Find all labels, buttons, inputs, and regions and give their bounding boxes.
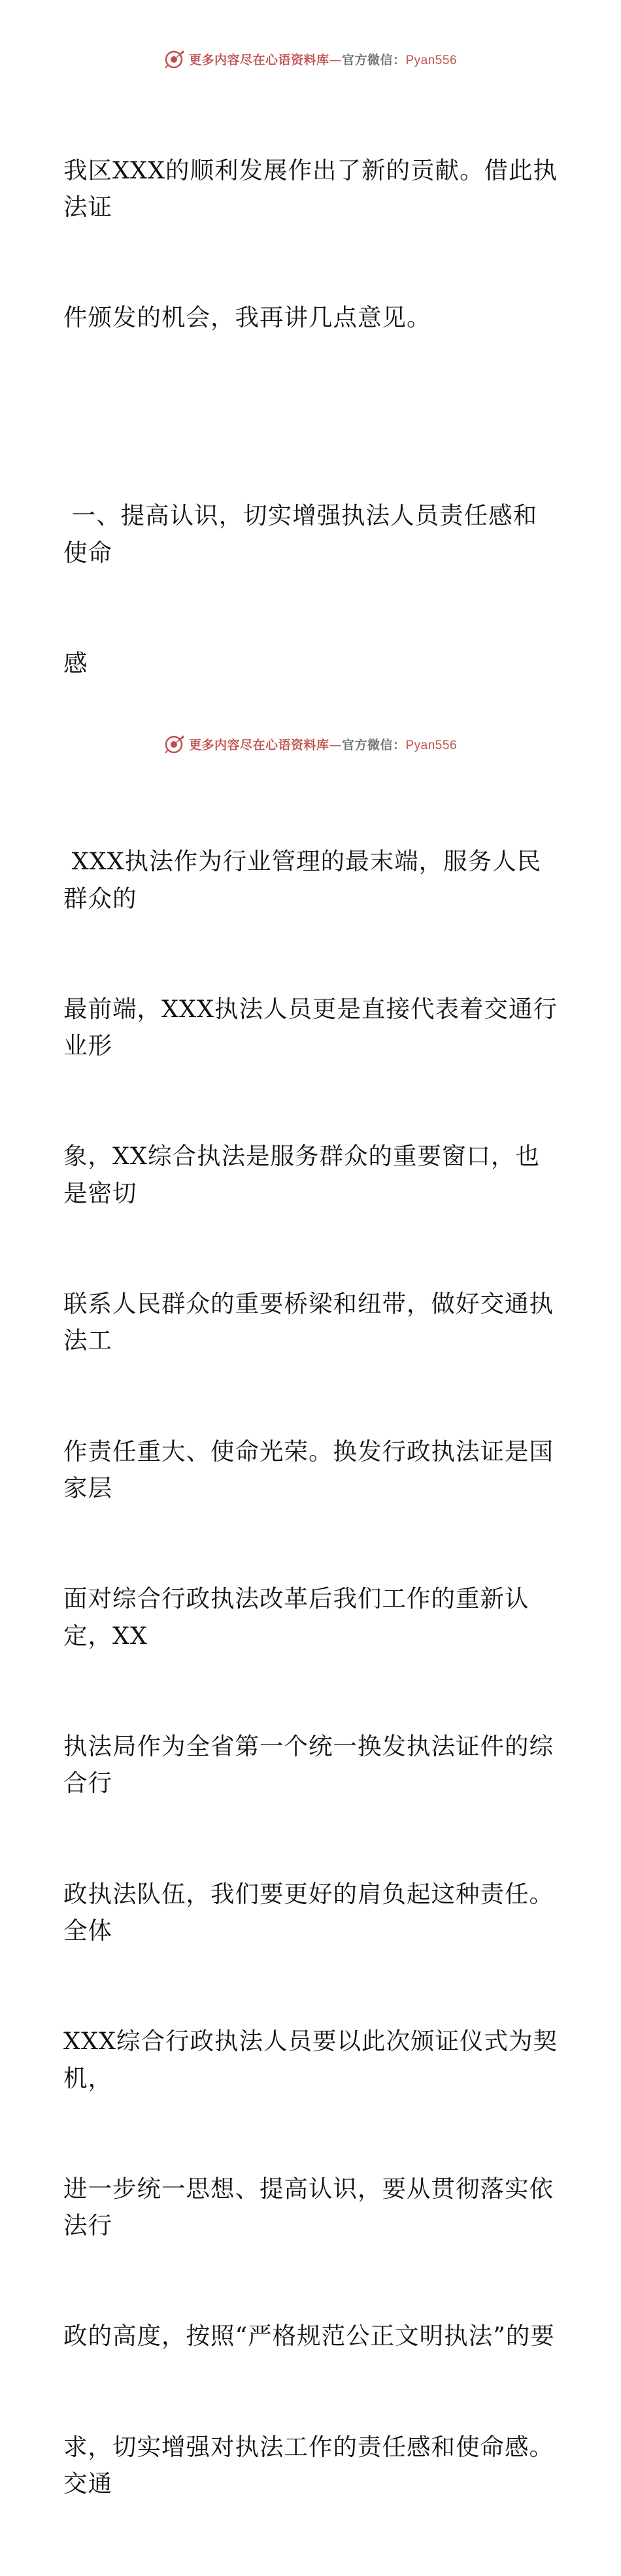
watermark-wechat-id: Pyan556: [405, 738, 458, 752]
text-line: 件颁发的机会，我再讲几点意见。: [63, 303, 431, 332]
text-line: 我区XXX的顺利发展作出了新的贡献。借此执法证: [63, 156, 558, 222]
text-line: XXX执法作为行业管理的最末端，服务人民群众的: [63, 847, 542, 912]
text-line: 面对综合行政执法改革后我们工作的重新认定，XX: [63, 1584, 529, 1650]
text-line: 象，XX综合执法是服务群众的重要窗口，也是密切: [63, 1142, 540, 1207]
text-line: 一、提高认识，切实增强执法人员责任感和使命: [63, 501, 538, 567]
text-line: 最前端，XXX执法人员更是直接代表着交通行业形: [63, 994, 558, 1060]
section-heading: [63, 424, 560, 756]
intro-paragraph: [63, 78, 560, 410]
watermark-label: 官方微信：: [341, 52, 406, 67]
footer-watermark: [0, 731, 621, 757]
text-line: 联系人民群众的重要桥梁和纽带，做好交通执法工: [63, 1290, 554, 1355]
text-line: 政执法队伍，我们要更好的肩负起这种责任。全体: [63, 1879, 554, 1945]
body-paragraph: [63, 769, 560, 2576]
quill-logo-icon: [164, 733, 186, 755]
watermark-separator: —: [329, 737, 342, 752]
watermark-main-text: 更多内容尽在心语资料库: [188, 737, 329, 752]
text-line: XXX综合行政执法人员要以此次颁证仪式为契机，: [63, 2027, 558, 2092]
text-line: 政的高度，按照“严格规范公正文明执法”的要: [63, 2322, 555, 2350]
quill-logo-icon: [164, 48, 186, 70]
document-body: [63, 78, 560, 2576]
text-line: 感: [63, 649, 88, 678]
text-line: 求，切实增强对执法工作的责任感和使命感。交通: [63, 2432, 554, 2498]
text-line: 作责任重大、使命光荣。换发行政执法证是国家层: [63, 1437, 554, 1503]
watermark-main-text: 更多内容尽在心语资料库: [188, 52, 329, 67]
text-line: 执法局作为全省第一个统一换发执法证件的综合行: [63, 1731, 554, 1798]
text-line: 进一步统一思想、提高认识，要从贯彻落实依法行: [63, 2174, 554, 2240]
watermark-wechat-id: Pyan556: [405, 53, 458, 67]
watermark-separator: —: [329, 52, 342, 67]
watermark-label: 官方微信：: [341, 737, 406, 752]
header-watermark: [0, 46, 621, 72]
